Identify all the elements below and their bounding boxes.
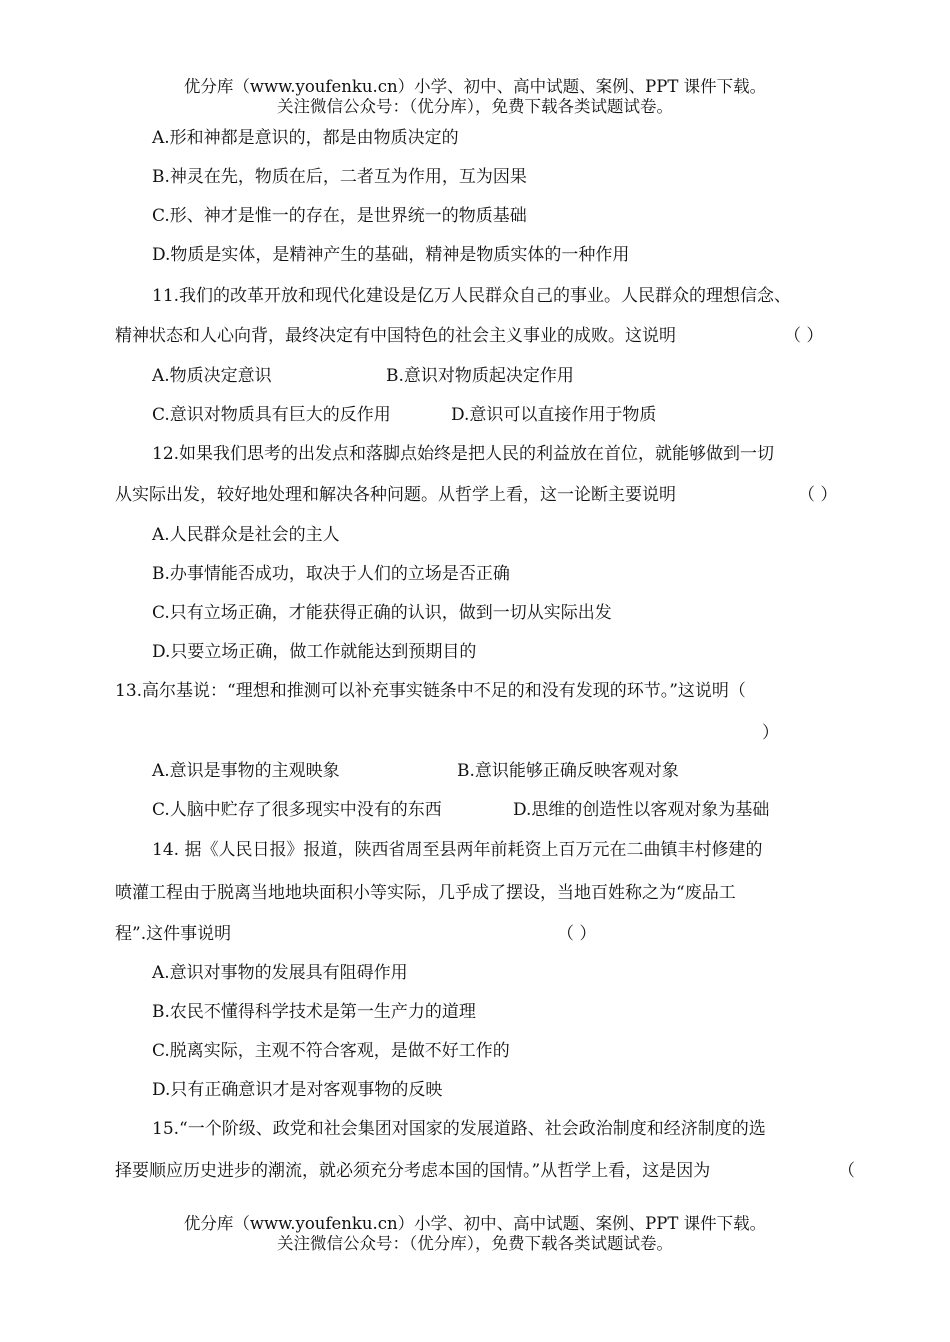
- q12-stem-line-1: 12.如果我们思考的出发点和落脚点始终是把人民的利益放在首位，就能够做到一切: [152, 444, 775, 464]
- q14-stem-line-3: 程”.这件事说明: [115, 924, 232, 944]
- q14-option-b: B.农民不懂得科学技术是第一生产力的道理: [152, 1002, 476, 1022]
- q14-option-a: A.意识对事物的发展具有阻碍作用: [152, 963, 408, 983]
- header-line-1: 优分库（www.youfenku.cn）小学、初中、高中试题、案例、PPT 课件下载。: [183, 77, 767, 96]
- q13-option-b: B.意识能够正确反映客观对象: [457, 761, 679, 781]
- q15-stem-line-2: 择要顺应历史进步的潮流，就必须充分考虑本国的国情。”从哲学上看，这是因为: [115, 1161, 711, 1181]
- q14-stem-line-2: 喷灌工程由于脱离当地地块面积小等实际，几乎成了摆设，当地百姓称之为“废品工: [115, 883, 736, 903]
- q10-option-c: C.形、神才是惟一的存在，是世界统一的物质基础: [152, 206, 527, 226]
- q10-option-a: A.形和神都是意识的，都是由物质决定的: [152, 128, 459, 148]
- q11-stem-line-2: 精神状态和人心向背，最终决定有中国特色的社会主义事业的成败。这说明: [115, 326, 676, 346]
- q12-option-a: A.人民群众是社会的主人: [152, 525, 340, 545]
- q14-option-c: C.脱离实际，主观不符合客观，是做不好工作的: [152, 1041, 510, 1061]
- q11-option-d: D.意识可以直接作用于物质: [451, 405, 657, 425]
- header-line-2: 关注微信公众号：（优分库），免费下载各类试题试卷。: [277, 97, 673, 116]
- footer-line-1: 优分库（www.youfenku.cn）小学、初中、高中试题、案例、PPT 课件下载。: [183, 1214, 767, 1233]
- q13-option-a: A.意识是事物的主观映象: [152, 761, 340, 781]
- q13-answer-paren-close: ）: [762, 723, 779, 743]
- q14-stem-line-1: 14. 据《人民日报》报道，陕西省周至县两年前耗资上百万元在二曲镇丰村修建的: [152, 840, 763, 860]
- q11-answer-paren: （ ）: [784, 326, 824, 346]
- q15-answer-paren: （: [838, 1161, 855, 1181]
- footer-line-2: 关注微信公众号：（优分库），免费下载各类试题试卷。: [277, 1234, 673, 1253]
- page-header: [0, 77, 950, 117]
- q11-option-a: A.物质决定意识: [152, 366, 272, 386]
- q11-stem-line-1: 11.我们的改革开放和现代化建设是亿万人民群众自己的事业。人民群众的理想信念、: [152, 286, 792, 306]
- q11-option-b: B.意识对物质起决定作用: [386, 366, 574, 386]
- q12-option-d: D.只要立场正确，做工作就能达到预期目的: [152, 642, 477, 662]
- q10-option-b: B.神灵在先，物质在后，二者互为作用，互为因果: [152, 167, 527, 187]
- q11-option-c: C.意识对物质具有巨大的反作用: [152, 405, 391, 425]
- q12-option-b: B.办事情能否成功，取决于人们的立场是否正确: [152, 564, 510, 584]
- q13-option-d: D.思维的创造性以客观对象为基础: [513, 800, 770, 820]
- q13-stem-line-1: 13.高尔基说：“理想和推测可以补充事实链条中不足的和没有发现的环节。”这说明（: [115, 681, 746, 701]
- q12-answer-paren: （ ）: [798, 485, 838, 505]
- q10-option-d: D.物质是实体，是精神产生的基础，精神是物质实体的一种作用: [152, 245, 630, 265]
- q15-stem-line-1: 15.“一个阶级、政党和社会集团对国家的发展道路、社会政治制度和经济制度的选: [152, 1119, 766, 1139]
- q13-option-c: C.人脑中贮存了很多现实中没有的东西: [152, 800, 442, 820]
- q12-stem-line-2: 从实际出发，较好地处理和解决各种问题。从哲学上看，这一论断主要说明: [115, 485, 676, 505]
- q14-answer-paren: （ ）: [557, 924, 597, 944]
- q12-option-c: C.只有立场正确，才能获得正确的认识，做到一切从实际出发: [152, 603, 612, 623]
- q14-option-d: D.只有正确意识才是对客观事物的反映: [152, 1080, 443, 1100]
- page-footer: [0, 1214, 950, 1254]
